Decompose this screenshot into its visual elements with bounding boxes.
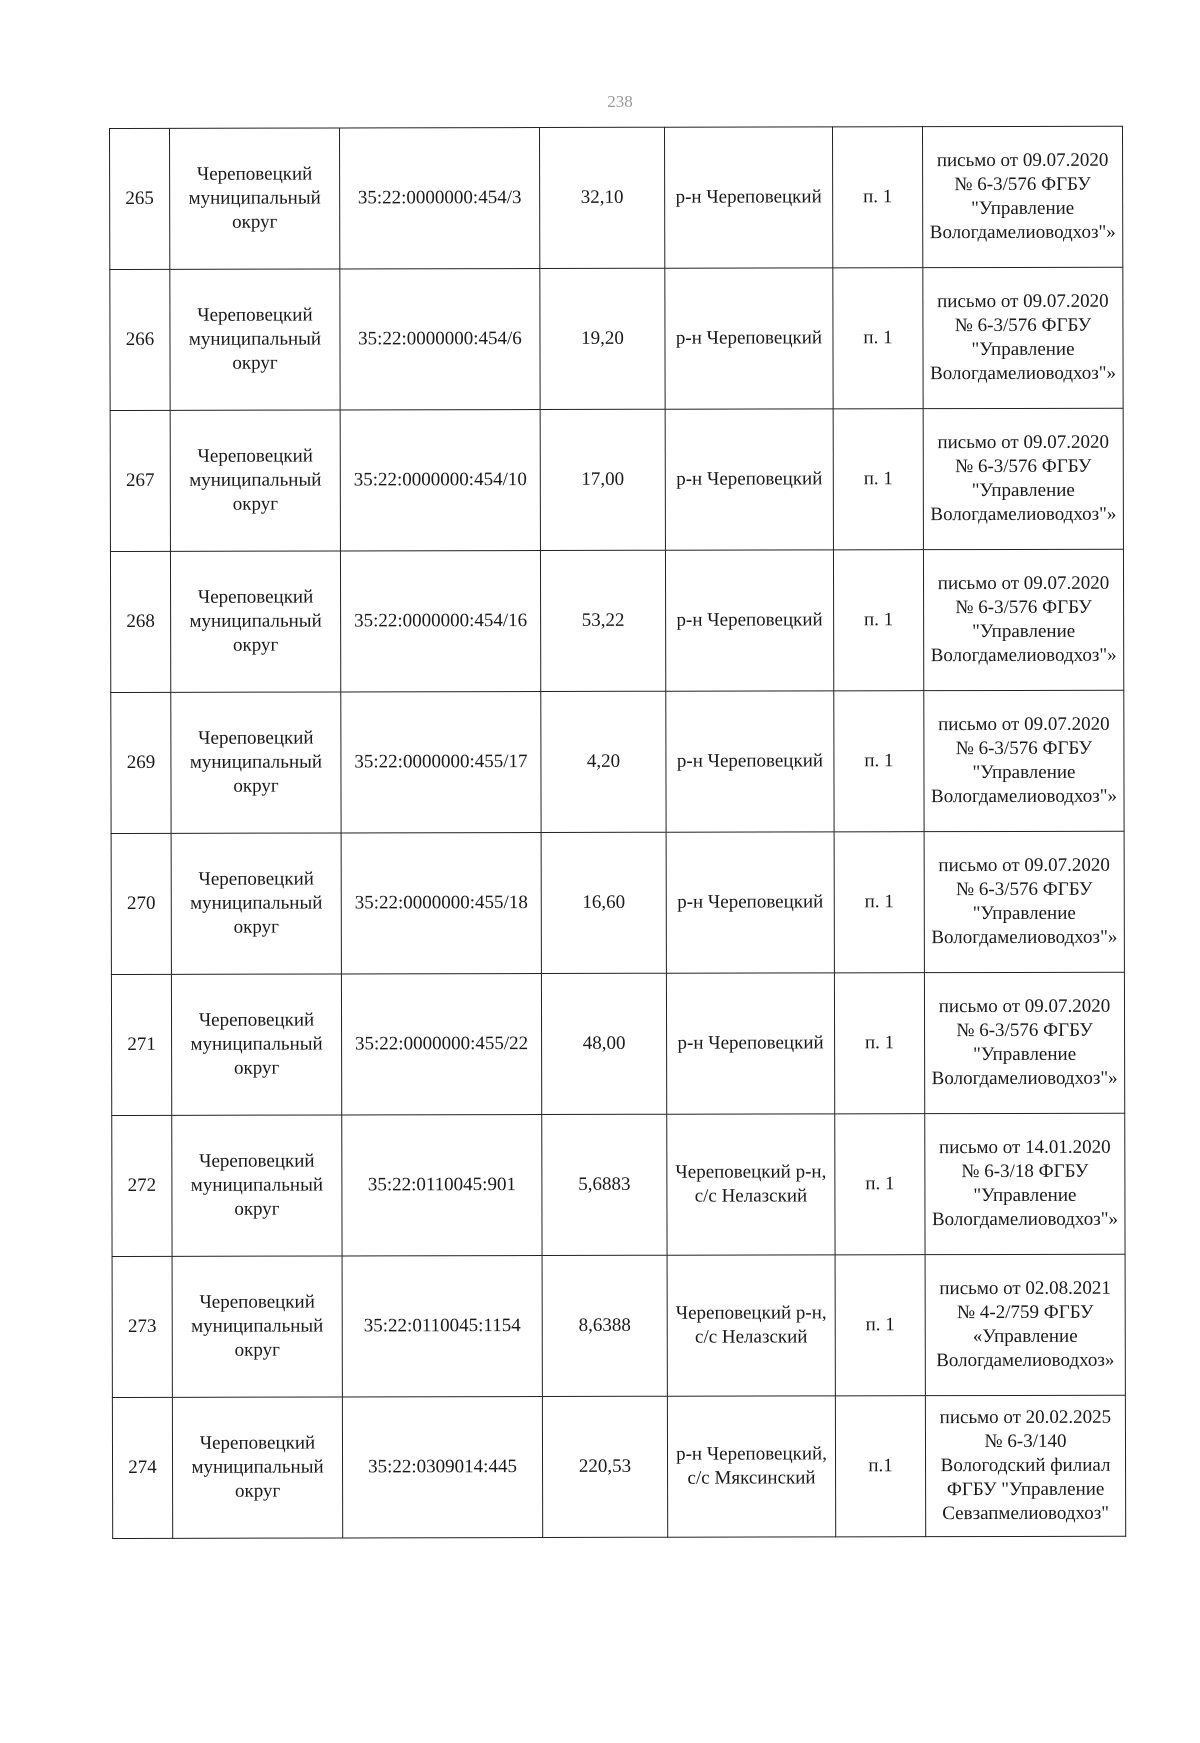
owner-cell: Череповецкий муниципальный округ bbox=[172, 1256, 342, 1397]
table-row bbox=[112, 1254, 1125, 1397]
table-row bbox=[112, 1113, 1125, 1256]
location-cell: Череповецкий р-н, с/с Нелазский bbox=[667, 1255, 835, 1396]
cadastral-number-cell: 35:22:0000000:454/16 bbox=[340, 551, 540, 692]
clause-cell: п. 1 bbox=[833, 550, 923, 691]
basis-cell: письмо от 09.07.2020 № 6-3/576 ФГБУ "Управление Вологдамелиоводхоз"» bbox=[924, 972, 1124, 1113]
row-number-cell: 273 bbox=[112, 1256, 172, 1397]
owner-cell: Череповецкий муниципальный округ bbox=[172, 1397, 342, 1538]
basis-cell: письмо от 02.08.2021 № 4-2/759 ФГБУ «Управление Вологдамелиоводхоз» bbox=[925, 1254, 1125, 1395]
clause-cell: п. 1 bbox=[833, 409, 923, 550]
area-cell: 4,20 bbox=[541, 691, 666, 832]
area-cell: 48,00 bbox=[541, 973, 666, 1114]
owner-cell: Череповецкий муниципальный округ bbox=[172, 1115, 342, 1256]
clause-cell: п. 1 bbox=[835, 1255, 925, 1396]
location-cell: р-н Череповецкий bbox=[666, 691, 834, 832]
area-cell: 16,60 bbox=[541, 832, 666, 973]
registry-table-body bbox=[110, 126, 1126, 1538]
cadastral-number-cell: 35:22:0000000:454/10 bbox=[340, 410, 540, 551]
basis-cell: письмо от 09.07.2020 № 6-3/576 ФГБУ "Управление Вологдамелиоводхоз"» bbox=[923, 408, 1123, 549]
area-cell: 17,00 bbox=[540, 409, 665, 550]
row-number-cell: 271 bbox=[111, 974, 171, 1115]
clause-cell: п. 1 bbox=[835, 1114, 925, 1255]
owner-cell: Череповецкий муниципальный округ bbox=[170, 551, 340, 692]
owner-cell: Череповецкий муниципальный округ bbox=[171, 974, 341, 1115]
table-row bbox=[112, 1395, 1125, 1538]
owner-cell: Череповецкий муниципальный округ bbox=[171, 692, 341, 833]
table-row bbox=[110, 549, 1123, 692]
owner-cell: Череповецкий муниципальный округ bbox=[170, 410, 340, 551]
table-row bbox=[111, 831, 1124, 974]
row-number-cell: 266 bbox=[110, 269, 170, 410]
basis-cell: письмо от 09.07.2020 № 6-3/576 ФГБУ "Управление Вологдамелиоводхоз"» bbox=[924, 690, 1124, 831]
area-cell: 32,10 bbox=[540, 127, 665, 268]
row-number-cell: 269 bbox=[111, 692, 171, 833]
cadastral-number-cell: 35:22:0110045:901 bbox=[342, 1115, 542, 1256]
table-row bbox=[111, 690, 1124, 833]
location-cell: р-н Череповецкий bbox=[665, 268, 833, 409]
area-cell: 220,53 bbox=[542, 1396, 667, 1537]
basis-cell: письмо от 09.07.2020 № 6-3/576 ФГБУ "Управление Вологдамелиоводхоз"» bbox=[924, 831, 1124, 972]
location-cell: р-н Череповецкий bbox=[666, 832, 834, 973]
location-cell: р-н Череповецкий, с/с Мяксинский bbox=[667, 1396, 835, 1537]
basis-cell: письмо от 09.07.2020 № 6-3/576 ФГБУ "Управление Вологдамелиоводхоз"» bbox=[923, 267, 1123, 408]
row-number-cell: 267 bbox=[110, 410, 170, 551]
location-cell: р-н Череповецкий bbox=[666, 973, 834, 1114]
clause-cell: п. 1 bbox=[832, 127, 922, 268]
row-number-cell: 272 bbox=[112, 1115, 172, 1256]
area-cell: 19,20 bbox=[540, 268, 665, 409]
owner-cell: Череповецкий муниципальный округ bbox=[171, 833, 341, 974]
cadastral-number-cell: 35:22:0110045:1154 bbox=[342, 1256, 542, 1397]
clause-cell: п. 1 bbox=[834, 832, 924, 973]
clause-cell: п. 1 bbox=[833, 268, 923, 409]
location-cell: р-н Череповецкий bbox=[664, 127, 832, 268]
page-number: 238 bbox=[607, 92, 633, 111]
cadastral-number-cell: 35:22:0000000:454/3 bbox=[340, 128, 540, 269]
cadastral-number-cell: 35:22:0000000:454/6 bbox=[340, 269, 540, 410]
clause-cell: п. 1 bbox=[834, 973, 924, 1114]
owner-cell: Череповецкий муниципальный округ bbox=[170, 128, 340, 269]
area-cell: 53,22 bbox=[540, 550, 665, 691]
basis-cell: письмо от 09.07.2020 № 6-3/576 ФГБУ "Управление Вологдамелиоводхоз"» bbox=[922, 126, 1122, 267]
row-number-cell: 268 bbox=[110, 551, 170, 692]
registry-table bbox=[109, 126, 1126, 1539]
cadastral-number-cell: 35:22:0000000:455/18 bbox=[341, 833, 541, 974]
table-row bbox=[110, 408, 1123, 551]
cadastral-number-cell: 35:22:0000000:455/22 bbox=[341, 974, 541, 1115]
location-cell: р-н Череповецкий bbox=[665, 409, 833, 550]
table-row bbox=[110, 126, 1123, 269]
location-cell: Череповецкий р-н, с/с Нелазский bbox=[667, 1114, 835, 1255]
location-cell: р-н Череповецкий bbox=[665, 550, 833, 691]
basis-cell: письмо от 20.02.2025 № 6-3/140 Вологодский филиал ФГБУ "Управление Севзапмелиоводхоз" bbox=[925, 1395, 1125, 1536]
clause-cell: п.1 bbox=[835, 1396, 925, 1537]
clause-cell: п. 1 bbox=[834, 691, 924, 832]
basis-cell: письмо от 14.01.2020 № 6-3/18 ФГБУ "Управление Вологдамелиоводхоз"» bbox=[925, 1113, 1125, 1254]
cadastral-number-cell: 35:22:0000000:455/17 bbox=[341, 692, 541, 833]
cadastral-number-cell: 35:22:0309014:445 bbox=[342, 1397, 542, 1538]
table-row bbox=[110, 267, 1123, 410]
row-number-cell: 265 bbox=[110, 128, 170, 269]
row-number-cell: 270 bbox=[111, 833, 171, 974]
area-cell: 5,6883 bbox=[542, 1114, 667, 1255]
table-row bbox=[111, 972, 1124, 1115]
row-number-cell: 274 bbox=[112, 1397, 172, 1538]
area-cell: 8,6388 bbox=[542, 1255, 667, 1396]
basis-cell: письмо от 09.07.2020 № 6-3/576 ФГБУ "Управление Вологдамелиоводхоз"» bbox=[923, 549, 1123, 690]
owner-cell: Череповецкий муниципальный округ bbox=[170, 269, 340, 410]
